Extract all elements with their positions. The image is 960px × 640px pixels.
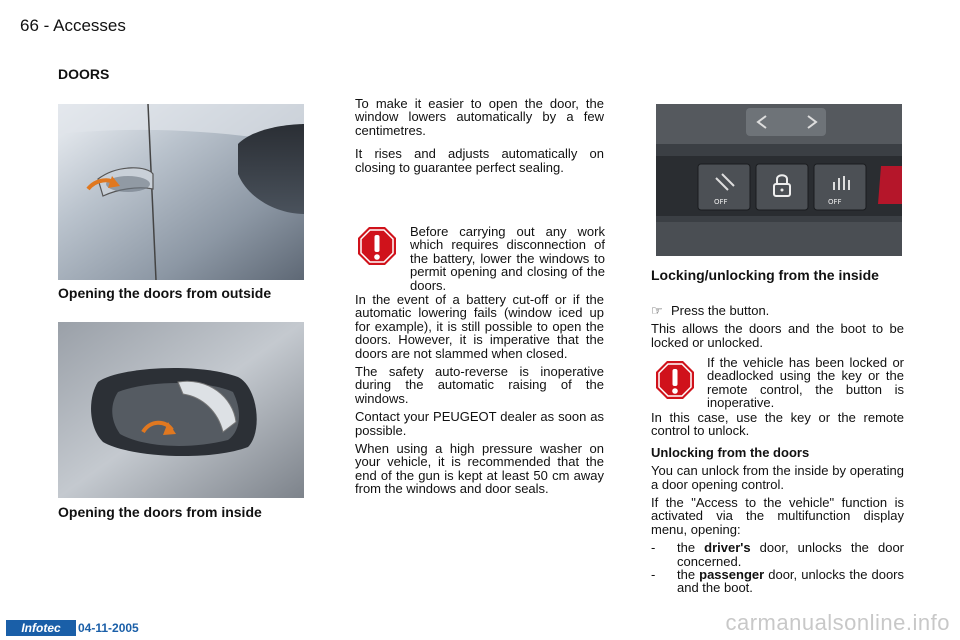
- warning-icon: [357, 226, 397, 266]
- locking-title: Locking/unlocking from the inside: [651, 267, 879, 283]
- list-dash: -: [651, 540, 656, 556]
- list-text: [677, 568, 904, 595]
- middle-column-top: [355, 97, 604, 179]
- lock-warning: If the vehicle has been locked or deadlocked using the key or the remote control, the button is inoperative.: [707, 355, 904, 411]
- list-text: [677, 541, 904, 568]
- list-post: door, unlocks the doors and the boot.: [677, 567, 905, 596]
- console-left-off-label: OFF: [714, 198, 728, 206]
- middle-para-2: It rises and adjusts automatically on closing to guarantee perfect sealing.: [355, 146, 604, 175]
- middle-para-1: To make it easier to open the door, the window lowers automatically by a few centimetres.: [355, 96, 604, 138]
- warning-icon-2: [655, 360, 695, 400]
- right-column-top: [651, 304, 904, 354]
- caption-outside: Opening the doors from outside: [58, 285, 272, 301]
- unlock-subtitle: Unlocking from the doors: [651, 444, 810, 460]
- list-dash: -: [651, 567, 656, 583]
- console-photo: [656, 104, 902, 256]
- right-para-4: If the "Access to the vehicle" function is activated via the multifunction display menu, opening:: [651, 495, 904, 537]
- page-header-separator: -: [43, 16, 50, 35]
- infotec-logo: Infotec: [6, 620, 76, 636]
- footer-date: 04-11-2005: [78, 621, 139, 635]
- page-header: [20, 16, 126, 36]
- list-item-driver: [651, 541, 904, 568]
- list-pre: the: [677, 567, 700, 583]
- caption-inside: Opening the doors from inside: [58, 504, 262, 520]
- section-title: DOORS: [58, 66, 110, 82]
- right-column-bottom: [651, 411, 904, 595]
- list-bold: passenger: [699, 567, 765, 583]
- site-watermark: carmanualsonline.info: [725, 610, 950, 635]
- page-section: Accesses: [53, 16, 126, 35]
- pointing-hand-icon: ☞: [651, 303, 663, 318]
- right-para-1: This allows the doors and the boot to be locked or unlocked.: [651, 321, 904, 350]
- list-pre: the: [677, 540, 705, 556]
- right-para-3: You can unlock from the inside by operating a door opening control.: [651, 463, 904, 492]
- middle-column-bottom: [355, 293, 604, 501]
- battery-warning: Before carrying out any work which requires disconnection of the battery, lower the windows to permit opening and closing of the doors.: [410, 224, 605, 293]
- press-button-text: Press the button.: [671, 303, 770, 318]
- press-button-instruction: [651, 304, 904, 317]
- middle-para-4: The safety auto-reverse is inoperative during the automatic raising of the windows.: [355, 364, 604, 406]
- inside-handle-photo: [58, 322, 304, 498]
- console-right-off-label: OFF: [828, 198, 842, 206]
- right-para-2: In this case, use the key or the remote control to unlock.: [651, 410, 904, 439]
- outside-handle-photo: [58, 104, 304, 280]
- middle-para-6: When using a high pressure washer on your vehicle, it is recommended that the end of the gun is kept at least 50 cm away from the windows and door seals.: [355, 441, 604, 497]
- list-bold: driver's: [704, 540, 751, 556]
- middle-para-3: In the event of a battery cut-off or if the automatic lowering fails (window iced up for example), it is still possible to open the doors. However, it is imperative that the doors are not slammed when closed.: [355, 292, 604, 361]
- list-item-passenger: [651, 568, 904, 595]
- page-number: 66: [20, 16, 39, 35]
- list-post: door, unlocks the door concerned.: [677, 540, 905, 569]
- middle-para-5: Contact your PEUGEOT dealer as soon as possible.: [355, 409, 604, 438]
